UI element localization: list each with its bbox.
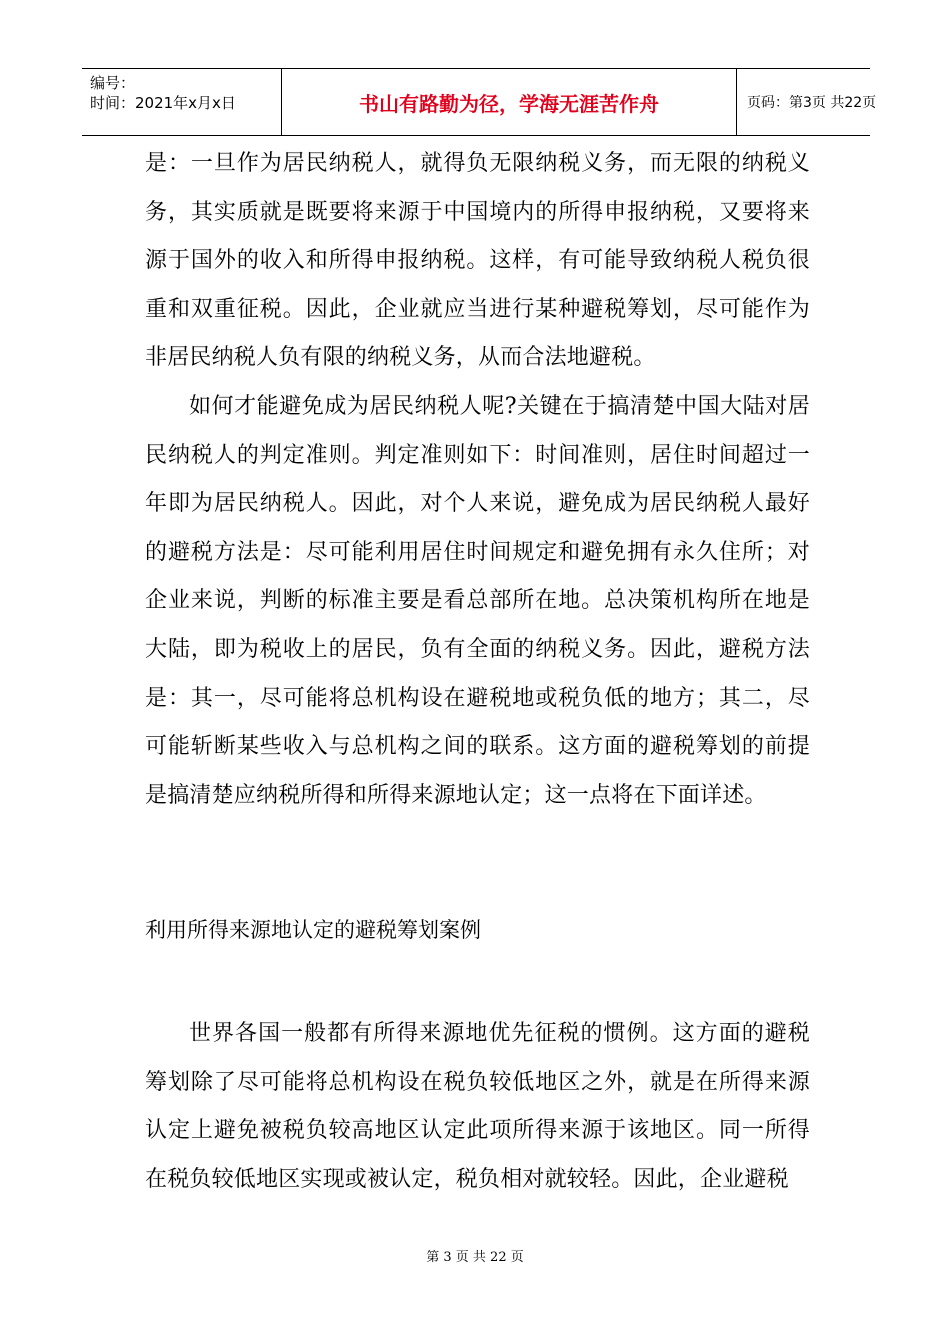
- paragraph-2: 如何才能避免成为居民纳税人呢?关键在于搞清楚中国大陆对居民纳税人的判定准则。判定准则如下：时间准则，居住时间超过一年即为居民纳税人。因此，对个人来说，避免成为居民纳税人最好的避税方法是：尽可能利用居住时间规定和避免拥有永久住所；对企业来说，判断的标准主要是看总部所在地。总决策机构所在地是大陆，即为税收上的居民，负有全面的纳税义务。因此，避税方法是：其一，尽可能将总机构设在避税地或税负低的地方；其二，尽可能斩断某些收入与总机构之间的联系。这方面的避税筹划的前提是搞清楚应纳税所得和所得来源地认定；这一点将在下面详述。: [145, 393, 810, 808]
- serial-number-label: 编号：: [90, 74, 136, 92]
- document-body-continued: [145, 1010, 810, 1204]
- header-meta: [82, 69, 282, 135]
- section-heading: 利用所得来源地认定的避税筹划案例: [145, 918, 481, 942]
- page-footer: 第 3 页 共 22 页: [426, 1250, 524, 1265]
- document-body: [145, 140, 810, 820]
- date-label: 时间：2021年x月x日: [90, 94, 236, 112]
- header-page-info: 页码：第3页 共22页: [747, 95, 877, 111]
- paragraph-3: 世界各国一般都有所得来源地优先征税的惯例。这方面的避税筹划除了尽可能将总机构设在税负较低地区之外，就是在所得来源认定上避免被税负较高地区认定此项所得来源于该地区。同一所得在税负较低地区实现或被认定，税负相对就较轻。因此，企业避税: [145, 1021, 810, 1192]
- paragraph-1: 是：一旦作为居民纳税人，就得负无限纳税义务，而无限的纳税义务，其实质就是既要将来源于中国境内的所得申报纳税，又要将来源于国外的收入和所得申报纳税。这样，有可能导致纳税人税负很重和双重征税。因此，企业就应当进行某种避税筹划，尽可能作为非居民纳税人负有限的纳税义务，从而合法地避税。: [145, 151, 810, 371]
- page-header: [82, 68, 877, 136]
- header-motto: 书山有路勤为径，学海无涯苦作舟: [282, 69, 737, 135]
